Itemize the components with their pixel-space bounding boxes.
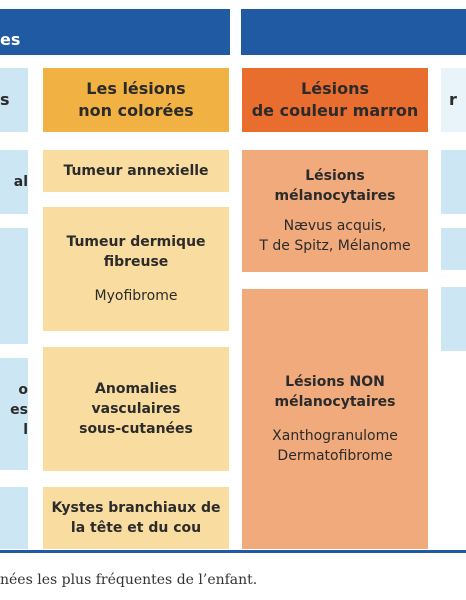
lesion-non-melanocytaires: Lésions NON mélanocytaires Xanthogranulome Dermatofibrome	[242, 289, 428, 549]
right-column-header: r	[441, 68, 466, 132]
lesion-tumeur-dermique-fibreuse: Tumeur dermique fibreuse Myofibrome	[43, 207, 229, 331]
right-column-row-1	[441, 150, 466, 214]
section-header-left	[0, 9, 230, 55]
section-header-right	[241, 9, 466, 55]
lesion-tumeur-annexielle: Tumeur annexielle	[43, 150, 229, 192]
left-column-row-4	[0, 487, 28, 549]
lesion-kystes-branchiaux: Kystes branchiaux de la tête et du cou	[43, 487, 229, 549]
column-header-marron: Lésions de couleur marron	[242, 68, 428, 132]
left-column-header: s	[0, 68, 28, 132]
column-header-non-colorees: Les lésions non colorées	[43, 68, 229, 132]
left-column-row-1: al	[0, 150, 28, 214]
left-column-row-3: o es l	[0, 358, 28, 470]
figure-caption: nées les plus fréquentes de l’enfant.	[0, 572, 258, 588]
section-header-left-text: es	[0, 30, 21, 49]
lesion-melanocytaires: Lésions mélanocytaires Nævus acquis, T de Spitz, Mélanome	[242, 150, 428, 272]
right-column-row-2	[441, 228, 466, 270]
right-column-row-3	[441, 287, 466, 351]
table-bottom-border	[0, 550, 466, 553]
lesion-anomalies-vasculaires: Anomalies vasculaires sous-cutanées	[43, 347, 229, 471]
left-column-row-2	[0, 228, 28, 344]
